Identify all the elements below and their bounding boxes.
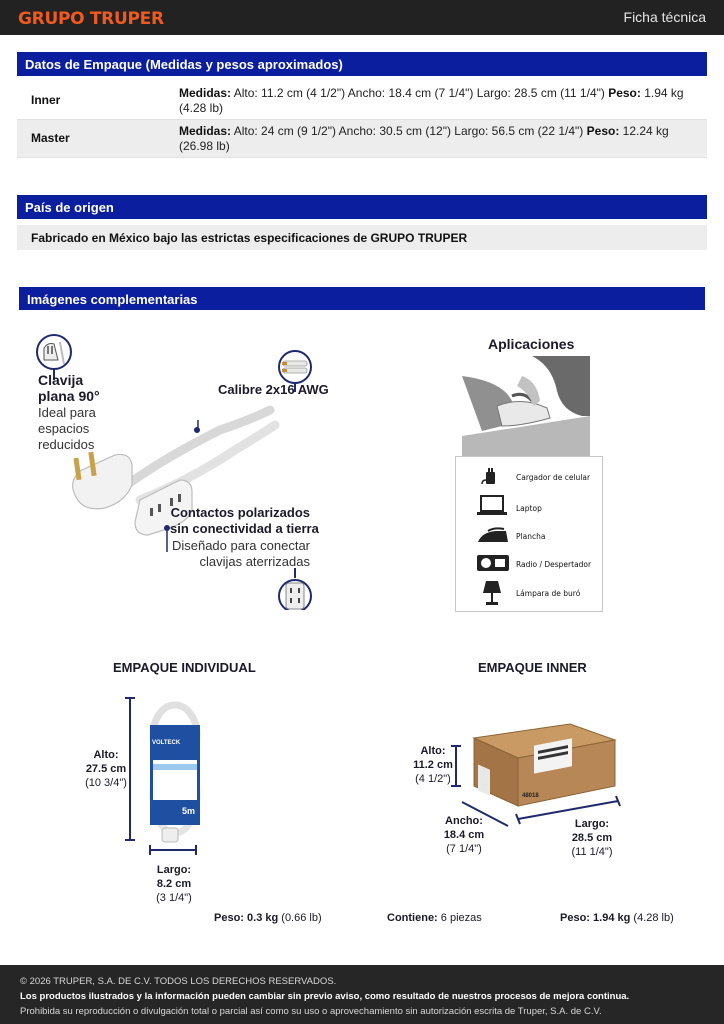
individual-length-label: Largo: 8.2 cm (3 1/4") (156, 864, 192, 904)
applications-title: Aplicaciones (488, 336, 575, 352)
packaging-row-text: Medidas: Alto: 24 cm (9 1/2") Ancho: 30.5 cm (12") Largo: 56.5 cm (22 1/4") Peso: 12.24 kg (26.98 lb) (179, 124, 669, 153)
packaging-row-text: Medidas: Alto: 11.2 cm (4 1/2") Ancho: 18.4 cm (7 1/4") Largo: 28.5 cm (11 1/4") Peso: 1.94 kg (4.28 lb) (179, 86, 684, 115)
contacts-description: Diseñado para conectar clavijas aterrizadas (171, 538, 310, 569)
gauge-label: Calibre 2x16 AWG (218, 382, 329, 397)
inner-height-label: Alto: 11.2 cm (4 1/2") (413, 745, 453, 785)
inner-width-label: Ancho: 18.4 cm (7 1/4") (443, 815, 485, 855)
packaging-row-master (17, 120, 707, 158)
footer (0, 965, 724, 1024)
individual-weight-label: Peso: 0.3 kg (0.66 lb) (214, 912, 322, 924)
application-label: Laptop (516, 504, 542, 513)
application-label: Lámpara de buró (516, 589, 581, 598)
cable-gauge-icon (279, 351, 311, 383)
inner-contents-label: Contiene: 6 piezas (387, 912, 482, 924)
ironing-photo (462, 356, 590, 456)
laptop-icon (476, 495, 508, 522)
packaging-row-inner (17, 82, 707, 120)
origin-text: Fabricado en México bajo las estrictas especificaciones de GRUPO TRUPER (17, 225, 707, 250)
radio-alarm-icon (476, 553, 510, 578)
iron-icon (476, 527, 510, 550)
copyright-text: © 2026 TRUPER, S.A. DE C.V. TODOS LOS DERECHOS RESERVADOS. (20, 976, 337, 987)
plug-description: Ideal para espacios reducidos (38, 405, 96, 452)
packaging-row-label: Inner (31, 93, 61, 107)
plug-title: Clavija plana 90° (38, 372, 100, 404)
flat-plug-icon (37, 335, 71, 369)
top-bar (0, 0, 724, 35)
inner-pack-title: EMPAQUE INNER (478, 660, 587, 675)
packaging-table (17, 82, 707, 158)
document-title: Ficha técnica (623, 9, 706, 25)
applications-list (455, 456, 603, 612)
brand-logo: GRUPO TRUPER (18, 9, 164, 29)
inner-weight-label: Peso: 1.94 kg (4.28 lb) (560, 912, 674, 924)
origin-section-header: País de origen (17, 195, 707, 219)
disclaimer-text: Los productos ilustrados y la información pueden cambiar sin previo aviso, como resultado de nuestros procesos de mejora continua. (20, 991, 630, 1002)
legal-text: Prohibida su reproducción o divulgación total o parcial así como su uso o aprovechamiento sin autorización escrita de Truper, S.A. de C.V. (20, 1006, 602, 1017)
complementary-images (0, 320, 724, 940)
application-label: Radio / Despertador (516, 560, 592, 569)
packaging-section-header: Datos de Empaque (Medidas y pesos aproximados) (17, 52, 707, 76)
application-label: Cargador de celular (516, 473, 591, 482)
pack-label-length: 5m (182, 806, 196, 816)
images-section-header: Imágenes complementarias (19, 287, 705, 310)
individual-height-label: Alto: 27.5 cm (10 3/4") (85, 749, 127, 789)
inner-length-label: Largo: 28.5 cm (11 1/4") (571, 818, 613, 858)
application-label: Plancha (516, 532, 546, 541)
plug-body (73, 452, 132, 509)
pack-label-brand: VOLTECK (152, 740, 181, 746)
individual-pack-title: EMPAQUE INDIVIDUAL (113, 660, 256, 675)
phone-charger-icon (480, 466, 498, 491)
contacts-title: Contactos polarizados sin conectividad a tierra (170, 505, 319, 536)
lamp-icon (482, 580, 502, 611)
outlet-icon (279, 568, 311, 610)
packaging-row-label: Master (31, 131, 70, 145)
box-code: 48018 (522, 793, 539, 799)
